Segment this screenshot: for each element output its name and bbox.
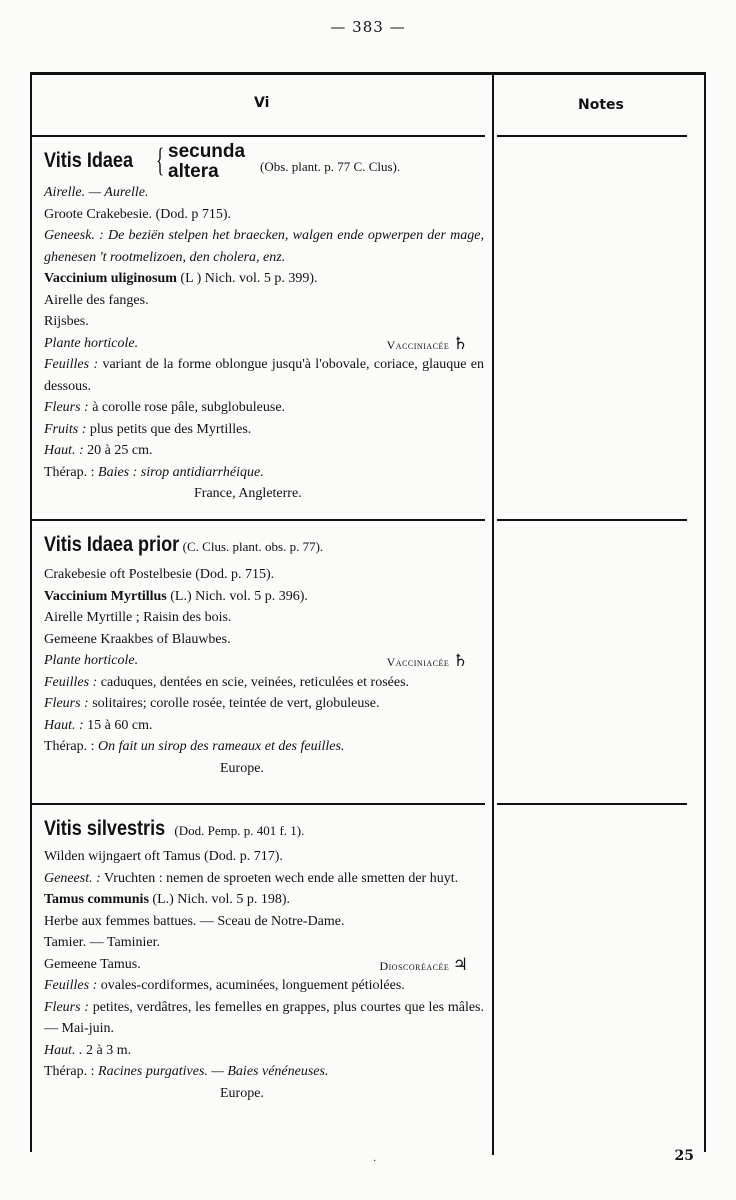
line: Airelle des fanges.: [44, 292, 149, 308]
line: Groote Crakebesie. (Dod. p 715).: [44, 206, 232, 222]
field-value: 15 à 60 cm.: [87, 717, 153, 733]
field-value: 20 à 25 cm.: [87, 443, 153, 458]
entry-vitis-idaea: [44, 138, 484, 505]
line: [44, 693, 484, 715]
plant-type: Plante horticole.: [44, 335, 139, 351]
field-value: ovales-cordiformes, acuminées, longuement pétiolées.: [100, 978, 405, 993]
line: Crakebesie oft Postelbesie (Dod. p. 715).: [44, 567, 275, 582]
species-name: Tamus communis: [44, 892, 149, 907]
line: Tamier. — Taminier.: [44, 935, 160, 950]
distribution: Europe.: [220, 760, 264, 776]
field-label: Thérap. :: [44, 1064, 95, 1079]
field-label: Thérap. :: [44, 464, 95, 480]
entry-divider: [32, 803, 485, 805]
column-header-main: Vi: [254, 95, 270, 111]
notes-divider: [497, 803, 687, 805]
field-value: variant de la forme oblongue jusqu'à l'obovale, coriace, glauque en dessous.: [44, 357, 484, 394]
page-number: — 383 —: [330, 18, 406, 36]
notes-header-rule: [497, 135, 687, 137]
field-label: Feuilles :: [44, 357, 99, 372]
field-label: Fleurs :: [44, 999, 89, 1015]
family-name: Vacciniacée: [386, 655, 450, 669]
notes-divider: [497, 519, 687, 521]
line: [44, 736, 484, 758]
family: [387, 333, 468, 357]
line: Airelle. — Aurelle.: [44, 185, 149, 200]
field-label: Geneest. :: [44, 870, 101, 886]
field-label: Fleurs :: [44, 400, 89, 415]
family-name: Vacciniacée: [386, 337, 450, 352]
entry-title: Vitis Idaea: [44, 149, 134, 172]
brace: {: [156, 142, 165, 179]
entry-divider: [32, 519, 485, 521]
species-ref: (L.) Nich. vol. 5 p. 198).: [152, 892, 291, 907]
line: Rijsbes.: [44, 314, 89, 329]
footer-page-number: 25: [674, 1148, 694, 1164]
line: [44, 225, 484, 268]
line: [44, 889, 484, 911]
entry-vitis-idaea-prior: [44, 534, 484, 779]
line: [44, 997, 484, 1040]
footer-dot: ·: [373, 1156, 377, 1167]
field-value: On fait un sirop des rameaux et des feuilles.: [98, 739, 345, 754]
entry-ref: (C. Clus. plant. obs. p. 77).: [182, 539, 324, 554]
field-value: Racines purgatives. — Baies vénéneuses.: [98, 1064, 329, 1079]
species-name: Vaccinium uliginosum: [44, 271, 177, 286]
line: [44, 354, 484, 397]
family: [379, 954, 468, 978]
species-name: Vaccinium Myrtillus: [44, 588, 167, 604]
line: [44, 650, 484, 672]
entry-title: Vitis silvestris: [44, 817, 166, 840]
line: [44, 672, 484, 694]
field-value: Vruchten : nemen de sproeten wech ende alle smetten der huyt.: [104, 870, 459, 886]
common-name: Gemeene Tamus.: [44, 956, 141, 972]
line: Gemeene Kraakbes of Blauwbes.: [44, 631, 231, 647]
distribution: Europe.: [220, 1085, 264, 1101]
column-header-notes: Notes: [578, 97, 624, 113]
line: Airelle Myrtille ; Raisin des bois.: [44, 610, 232, 625]
line: Geneesk. : De beziën stelpen het braecken, walgen ende opwerpen der mage, ghenesen 't rootmelizoen, den cholera, enz.: [44, 228, 484, 265]
line: [44, 397, 484, 419]
shrub-symbol: ♄: [452, 651, 468, 670]
shrub-symbol: ♄: [452, 333, 468, 353]
field-label: Feuilles :: [44, 978, 98, 993]
field-value: Baies : sirop antidiarrhéique.: [98, 464, 264, 480]
field-value: plus petits que des Myrtilles.: [89, 421, 252, 437]
entry-title: Vitis Idaea prior: [44, 533, 180, 556]
field-label: Thérap. :: [44, 739, 95, 754]
species-ref: (L ) Nich. vol. 5 p. 399).: [180, 271, 318, 286]
column-divider: [492, 75, 494, 1155]
field-value: à corolle rose pâle, subglobuleuse.: [92, 400, 286, 415]
field-value: solitaires; corolle rosée, teintée de vert, globuleuse.: [92, 696, 380, 711]
line: [44, 715, 484, 737]
line: [44, 1061, 484, 1083]
line: [44, 440, 484, 462]
field-label: Haut. :: [44, 717, 84, 733]
brace-top: secunda: [168, 141, 246, 162]
field-label: Fruits :: [44, 421, 87, 437]
family: [387, 650, 468, 674]
line: Wilden wijngaert oft Tamus (Dod. p. 717).: [44, 849, 283, 864]
line: [44, 419, 484, 441]
field-value: caduques, dentées en scie, veinées, reticulées et rosées.: [100, 674, 410, 690]
brace-bottom: altera: [168, 161, 219, 182]
field-value: 2 à 3 m.: [86, 1042, 132, 1058]
distribution: France, Angleterre.: [194, 486, 302, 501]
perennial-symbol: ♃: [452, 954, 468, 974]
line: [44, 954, 484, 976]
line: [44, 975, 484, 997]
entry-ref: (Dod. Pemp. p. 401 f. 1).: [174, 823, 305, 838]
field-label: Haut. :: [44, 443, 84, 458]
field-label: Fleurs :: [44, 696, 89, 711]
field-value: petites, verdâtres, les femelles en grappes, plus courtes que les mâles. — Mai-juin.: [44, 999, 485, 1036]
field-label: Haut. .: [44, 1042, 83, 1058]
line: [44, 462, 484, 484]
header-rule: [32, 135, 485, 137]
line: [44, 333, 484, 355]
field-label: Feuilles :: [44, 674, 98, 690]
species-ref: (L.) Nich. vol. 5 p. 396).: [170, 588, 308, 604]
plant-type: Plante horticole.: [44, 653, 139, 668]
line: [44, 268, 484, 290]
line: [44, 1040, 484, 1062]
line: Herbe aux femmes battues. — Sceau de Notre-Dame.: [44, 913, 345, 929]
family-name: Dioscoréacée: [379, 958, 450, 973]
line: [44, 868, 484, 890]
entry-vitis-silvestris: [44, 818, 484, 1104]
line: [44, 586, 484, 608]
entry-ref: (Obs. plant. p. 77 C. Clus).: [260, 159, 401, 174]
